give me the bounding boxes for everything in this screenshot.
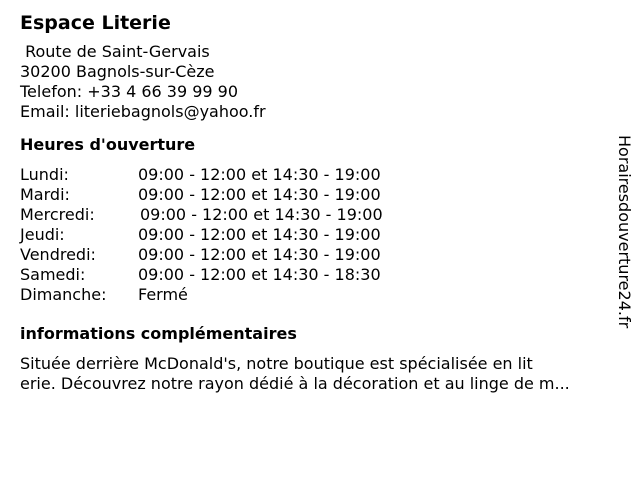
- description-line-2: erie. Découvrez notre rayon dédié à la décoration et au linge de m...: [20, 374, 570, 393]
- hours-row-thursday: [20, 225, 610, 245]
- description-line-1: Située derrière McDonald's, notre boutique est spécialisée en lit: [20, 354, 533, 373]
- hours-value: Fermé: [138, 285, 188, 304]
- day-label: Vendredi:: [20, 245, 96, 264]
- additional-info-heading: informations complémentaires: [20, 324, 297, 343]
- hours-value: 09:00 - 12:00 et 14:30 - 18:30: [138, 265, 381, 284]
- hours-row-monday: [20, 165, 610, 185]
- day-label: Mardi:: [20, 185, 70, 204]
- day-label: Dimanche:: [20, 285, 107, 304]
- site-watermark: Horairesdouverture24.fr: [615, 135, 634, 329]
- hours-value: 09:00 - 12:00 et 14:30 - 19:00: [138, 165, 381, 184]
- business-name: Espace Literie: [20, 12, 171, 34]
- hours-value: 09:00 - 12:00 et 14:30 - 19:00: [138, 225, 381, 244]
- hours-row-wednesday: [20, 205, 610, 225]
- phone-number: Telefon: +33 4 66 39 99 90: [20, 82, 239, 101]
- hours-row-tuesday: [20, 185, 610, 205]
- hours-value: 09:00 - 12:00 et 14:30 - 19:00: [138, 245, 381, 264]
- hours-row-friday: [20, 245, 610, 265]
- hours-row-saturday: [20, 265, 610, 285]
- hours-value: 09:00 - 12:00 et 14:30 - 19:00: [138, 185, 381, 204]
- opening-hours-heading: Heures d'ouverture: [20, 135, 196, 154]
- business-card: [20, 10, 610, 394]
- opening-hours-table: [20, 165, 610, 305]
- street-address: Route de Saint-Gervais: [20, 42, 210, 61]
- email-address: Email: literiebagnols@yahoo.fr: [20, 102, 266, 121]
- day-label: Mercredi:: [20, 205, 95, 224]
- day-label: Lundi:: [20, 165, 69, 184]
- city-address: 30200 Bagnols-sur-Cèze: [20, 62, 215, 81]
- day-label: Samedi:: [20, 265, 86, 284]
- day-label: Jeudi:: [20, 225, 65, 244]
- hours-value: 09:00 - 12:00 et 14:30 - 19:00: [140, 205, 383, 224]
- hours-row-sunday: [20, 285, 610, 305]
